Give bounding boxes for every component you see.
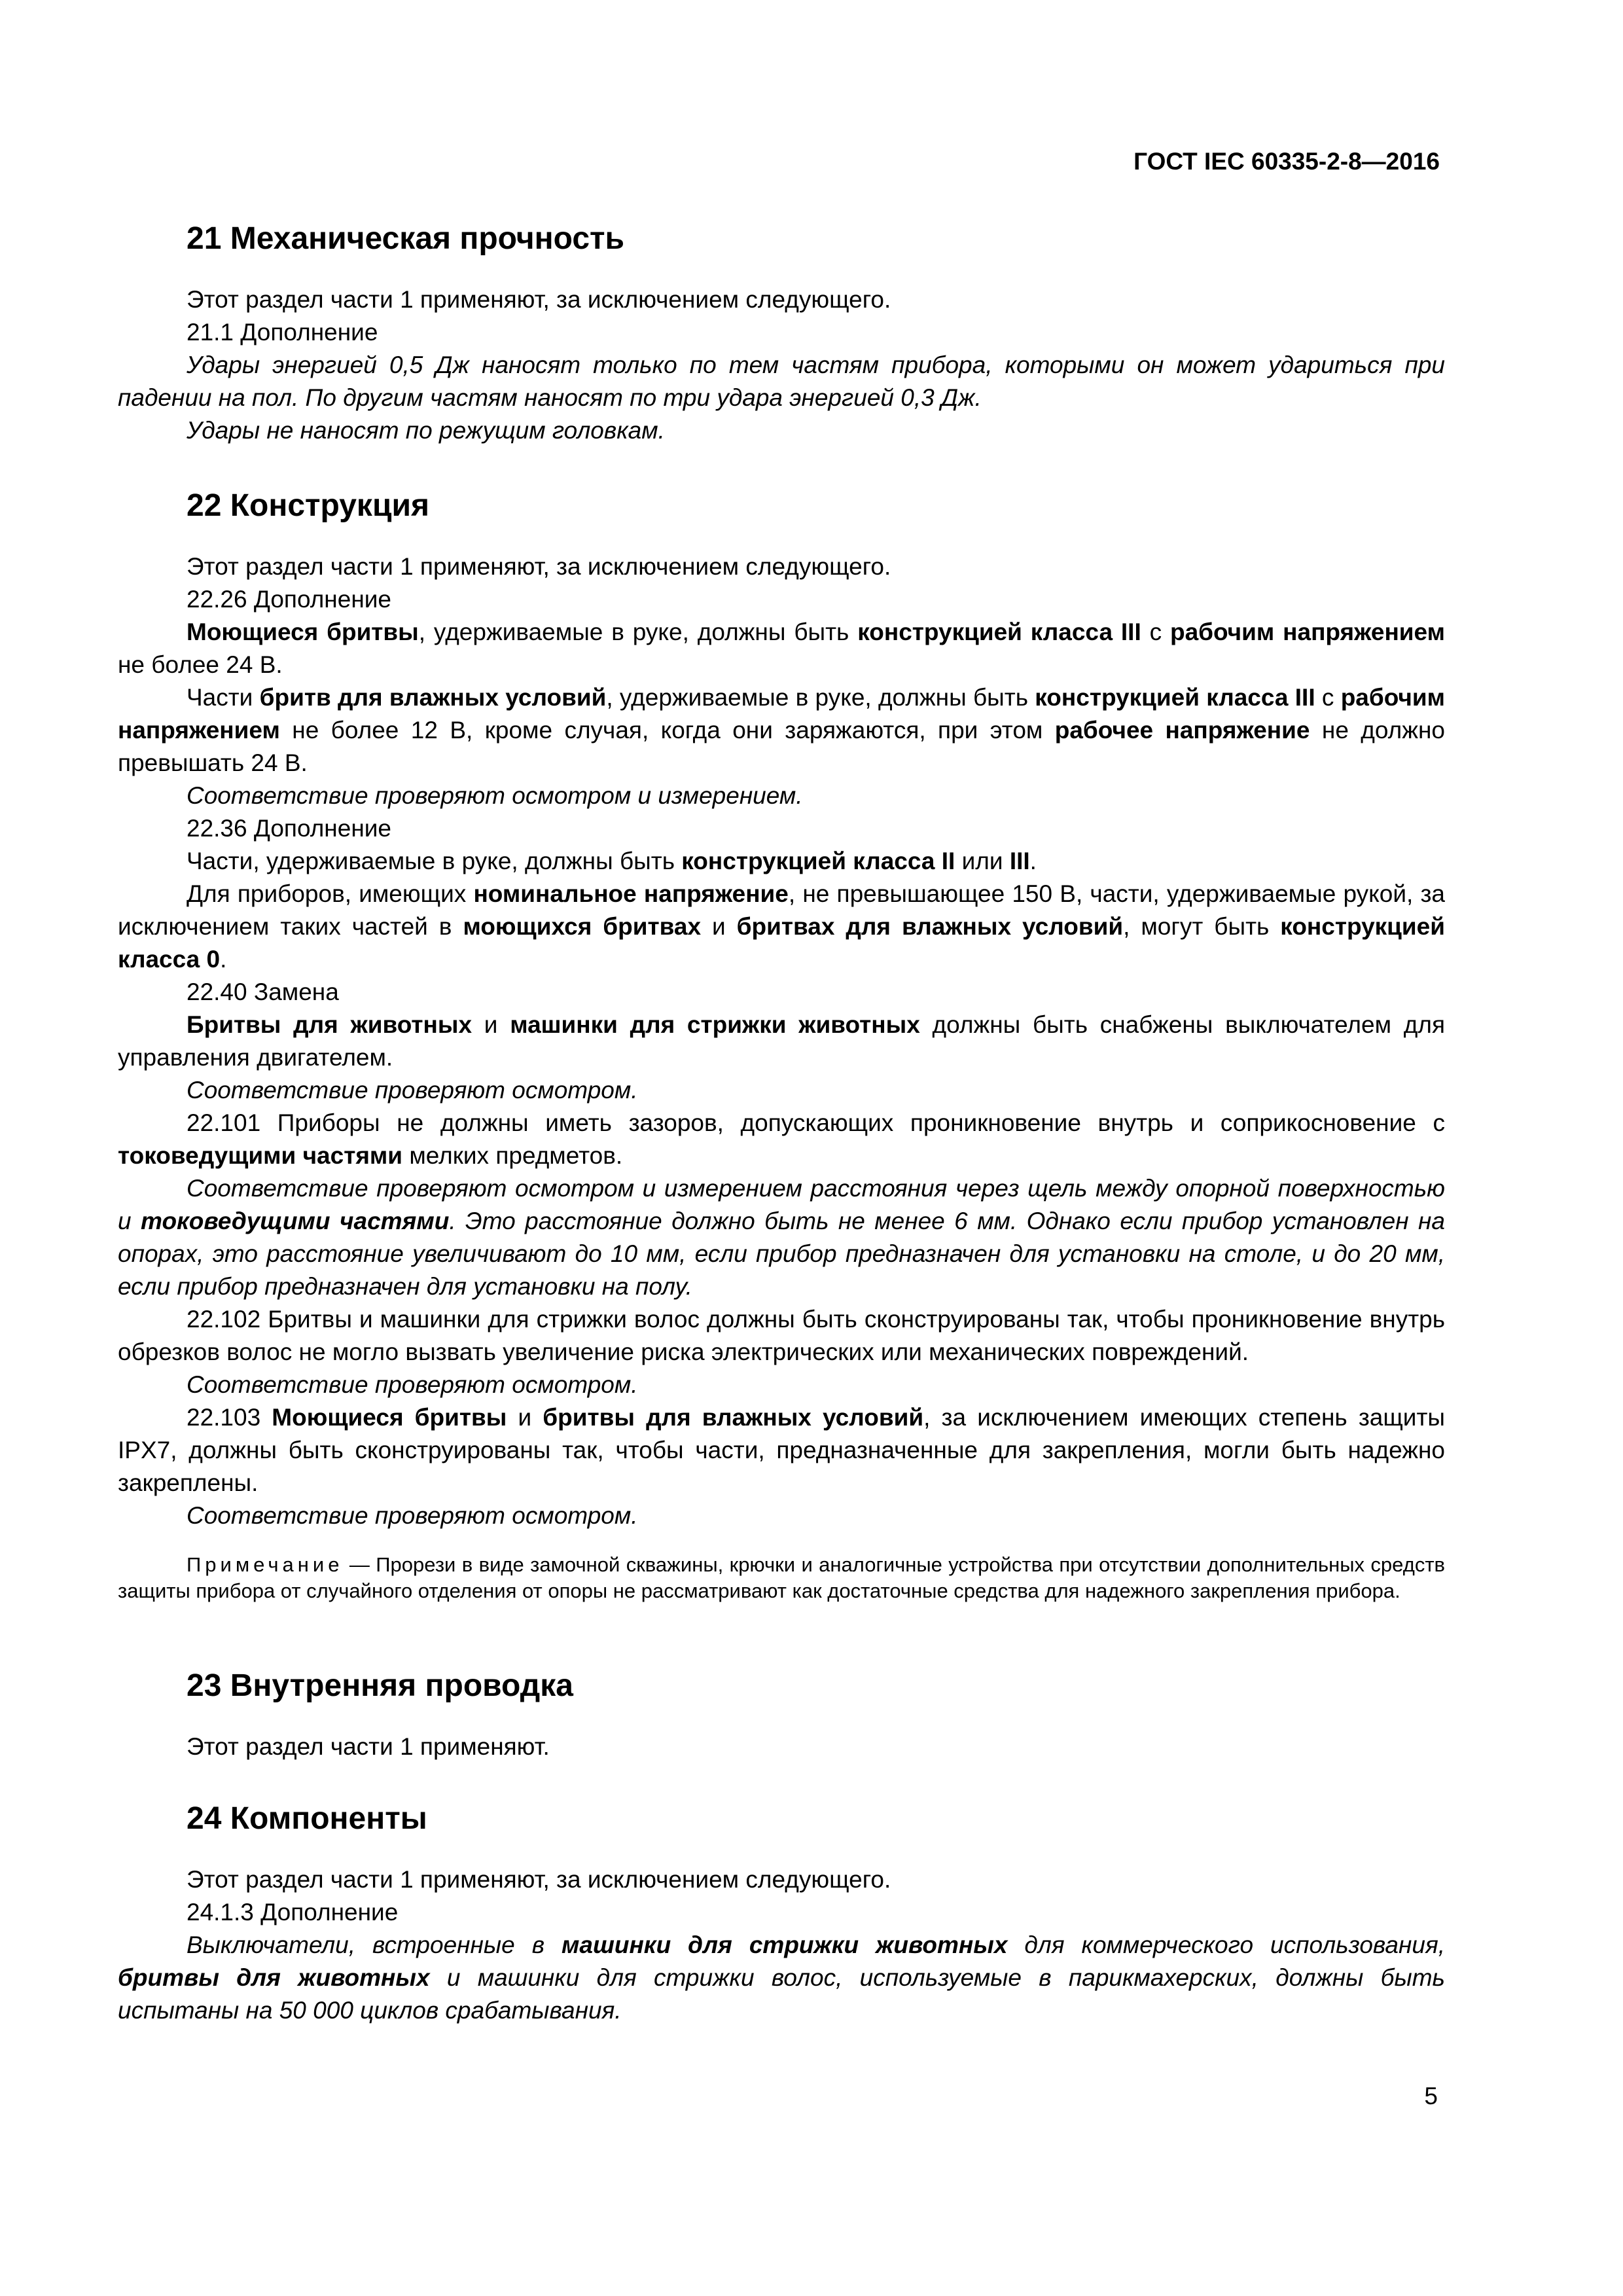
- text-run: 21.1 Дополнение: [187, 319, 378, 346]
- text-run: , за исключением имеющих степень защиты IPX7, должны быть сконструированы так, чтобы части, предназначенные для закрепления, могли быть надежно закреплены.: [118, 1404, 1446, 1496]
- text-run: рабочее напряжение: [1054, 717, 1310, 744]
- text-run: бритв для влажных условий: [259, 684, 607, 711]
- text-run: Этот раздел части 1 применяют.: [187, 1733, 550, 1760]
- text-run: с: [1315, 684, 1341, 711]
- note: [118, 1552, 1445, 1604]
- paragraph: [118, 1896, 1445, 1929]
- paragraph: [118, 780, 1445, 812]
- text-run: машинки для стрижки животных: [562, 1931, 1008, 1958]
- text-run: моющихся бритвах: [463, 913, 702, 940]
- paragraph: [118, 316, 1445, 349]
- paragraph: [118, 1009, 1445, 1074]
- text-run: с: [1141, 619, 1170, 645]
- text-run: не должно превышать 24 В.: [118, 717, 1446, 776]
- text-run: 22.36 Дополнение: [187, 815, 392, 842]
- text-run: и: [701, 913, 737, 940]
- text-run: Соответствие проверяют осмотром и измерением.: [187, 782, 803, 809]
- text-run: Соответствие проверяют осмотром и измерением расстояния через щель между опорной поверхностью и: [118, 1175, 1445, 1234]
- text-run: токоведущими частями: [118, 1142, 403, 1169]
- text-run: номинальное напряжение: [473, 880, 789, 907]
- paragraph: [118, 1499, 1445, 1532]
- text-run: 22.103: [187, 1404, 272, 1431]
- text-run: бритвах для влажных условий: [736, 913, 1124, 940]
- text-run: Удары энергией 0,5 Дж наносят только по тем частям прибора, которыми он может удариться при падении на пол. По другим частям наносят по три удара энергией 0,3 Дж.: [118, 351, 1445, 411]
- paragraph: [118, 1929, 1445, 2027]
- text-run: Части: [187, 684, 260, 711]
- text-run: Соответствие проверяют осмотром.: [187, 1502, 638, 1529]
- text-run: для коммерческого использования,: [1007, 1931, 1445, 1958]
- text-run: и: [507, 1404, 543, 1431]
- text-run: должны быть снабжены выключателем для управления двигателем.: [118, 1011, 1445, 1071]
- text-run: не более 12 В, кроме случая, когда они заряжаются, при этом: [279, 717, 1055, 744]
- text-run: Соответствие проверяют осмотром.: [187, 1371, 638, 1398]
- text-run: и: [472, 1011, 510, 1038]
- text-run: , удерживаемые в руке, должны быть: [606, 684, 1035, 711]
- section-21: [118, 219, 1445, 447]
- text-run: конструкцией класса 0: [118, 913, 1445, 973]
- text-run: мелких предметов.: [402, 1142, 623, 1169]
- text-run: 24.1.3 Дополнение: [187, 1899, 399, 1926]
- text-run: конструкцией класса III: [857, 619, 1141, 645]
- section-title: 24 Компоненты: [187, 1801, 427, 1836]
- text-run: .: [220, 946, 227, 973]
- text-run: Этот раздел части 1 применяют, за исключением следующего.: [187, 286, 891, 313]
- text-run: Для приборов, имеющих: [187, 880, 474, 907]
- paragraph: [118, 550, 1445, 583]
- text-run: , удерживаемые в руке, должны быть: [418, 619, 858, 645]
- paragraph: [118, 1401, 1445, 1499]
- text-run: рабочим напряжением: [118, 684, 1445, 744]
- text-run: Моющиеся бритвы: [187, 619, 419, 645]
- section-body: [118, 550, 1445, 1532]
- paragraph: [118, 1731, 1445, 1763]
- text-run: конструкцией класса II: [681, 848, 955, 874]
- section-body: [118, 283, 1445, 447]
- paragraph: [118, 812, 1445, 845]
- paragraph: [118, 1107, 1445, 1172]
- paragraph: [118, 845, 1445, 878]
- paragraph: [118, 1074, 1445, 1107]
- text-run: или: [955, 848, 1010, 874]
- paragraph: [118, 976, 1445, 1009]
- paragraph: [118, 1369, 1445, 1401]
- section-body: [118, 1863, 1445, 2027]
- paragraph: [118, 878, 1445, 976]
- text-run: Бритвы для животных: [187, 1011, 473, 1038]
- paragraph: [118, 1863, 1445, 1896]
- section-title: 21 Механическая прочность: [187, 221, 625, 256]
- text-run: 22.102 Бритвы и машинки для стрижки волос должны быть сконструированы так, чтобы проникновение внутрь обрезков волос не могло вызвать увеличение риска электрических или механических повреждений.: [118, 1306, 1445, 1365]
- paragraph: [118, 414, 1445, 447]
- text-run: Этот раздел части 1 применяют, за исключением следующего.: [187, 553, 891, 580]
- text-run: III: [1009, 848, 1030, 874]
- paragraph: [118, 283, 1445, 316]
- text-run: Моющиеся бритвы: [272, 1404, 507, 1431]
- section-22: [118, 486, 1445, 1604]
- text-run: рабочим напряжением: [1169, 619, 1445, 645]
- text-run: Выключатели, встроенные в: [187, 1931, 562, 1958]
- section-24: [118, 1799, 1445, 2027]
- note-text: — Прорези в виде замочной скважины, крючки и аналогичные устройства при отсутствии дополнительных средств защиты прибора от случайного отделения от опоры не рассматривают как достаточные средства для надежного закрепления прибора.: [118, 1553, 1445, 1602]
- paragraph: [118, 349, 1445, 414]
- note-label: Примечание: [187, 1553, 344, 1576]
- paragraph: [118, 583, 1445, 616]
- text-run: . Это расстояние должно быть не менее 6 мм. Однако если прибор установлен на опорах, это расстояние увеличивают до 10 мм, если прибор предназначен для установки на столе, и до 20 мм, если прибор предназначен для установки на полу.: [118, 1208, 1445, 1300]
- text-run: машинки для стрижки животных: [510, 1011, 920, 1038]
- text-run: Части, удерживаемые в руке, должны быть: [187, 848, 682, 874]
- section-23: [118, 1666, 1445, 1763]
- text-run: 22.40 Замена: [187, 978, 339, 1005]
- text-run: , не превышающее 150 В, части, удерживаемые рукой, за исключением таких частей в: [118, 880, 1445, 940]
- document-header: ГОСТ IEC 60335-2-8—2016: [1133, 148, 1440, 175]
- text-run: 22.101 Приборы не должны иметь зазоров, допускающих проникновение внутрь и соприкосновение с: [187, 1109, 1445, 1136]
- section-body: [118, 1731, 1445, 1763]
- text-run: конструкцией класса III: [1035, 684, 1315, 711]
- text-run: , могут быть: [1123, 913, 1281, 940]
- text-run: не более 24 В.: [118, 651, 283, 678]
- paragraph: [118, 1303, 1445, 1369]
- document-content: [118, 219, 1445, 2027]
- text-run: Этот раздел части 1 применяют, за исключением следующего.: [187, 1866, 891, 1893]
- text-run: Соответствие проверяют осмотром.: [187, 1077, 638, 1103]
- paragraph: [118, 1172, 1445, 1303]
- paragraph: [118, 616, 1445, 681]
- section-title: 23 Внутренняя проводка: [187, 1668, 573, 1703]
- paragraph: [118, 681, 1445, 780]
- page-number: 5: [1424, 2083, 1438, 2109]
- text-run: Удары не наносят по режущим головкам.: [187, 417, 665, 444]
- text-run: и машинки для стрижки волос, используемые в парикмахерских, должны быть испытаны на 50 000 циклов срабатывания.: [118, 1964, 1445, 2024]
- section-title: 22 Конструкция: [187, 488, 429, 523]
- text-run: токоведущими частями: [141, 1208, 450, 1234]
- text-run: 22.26 Дополнение: [187, 586, 392, 613]
- text-run: бритвы для влажных условий: [543, 1404, 924, 1431]
- text-run: бритвы для животных: [118, 1964, 430, 1991]
- text-run: .: [1029, 848, 1037, 874]
